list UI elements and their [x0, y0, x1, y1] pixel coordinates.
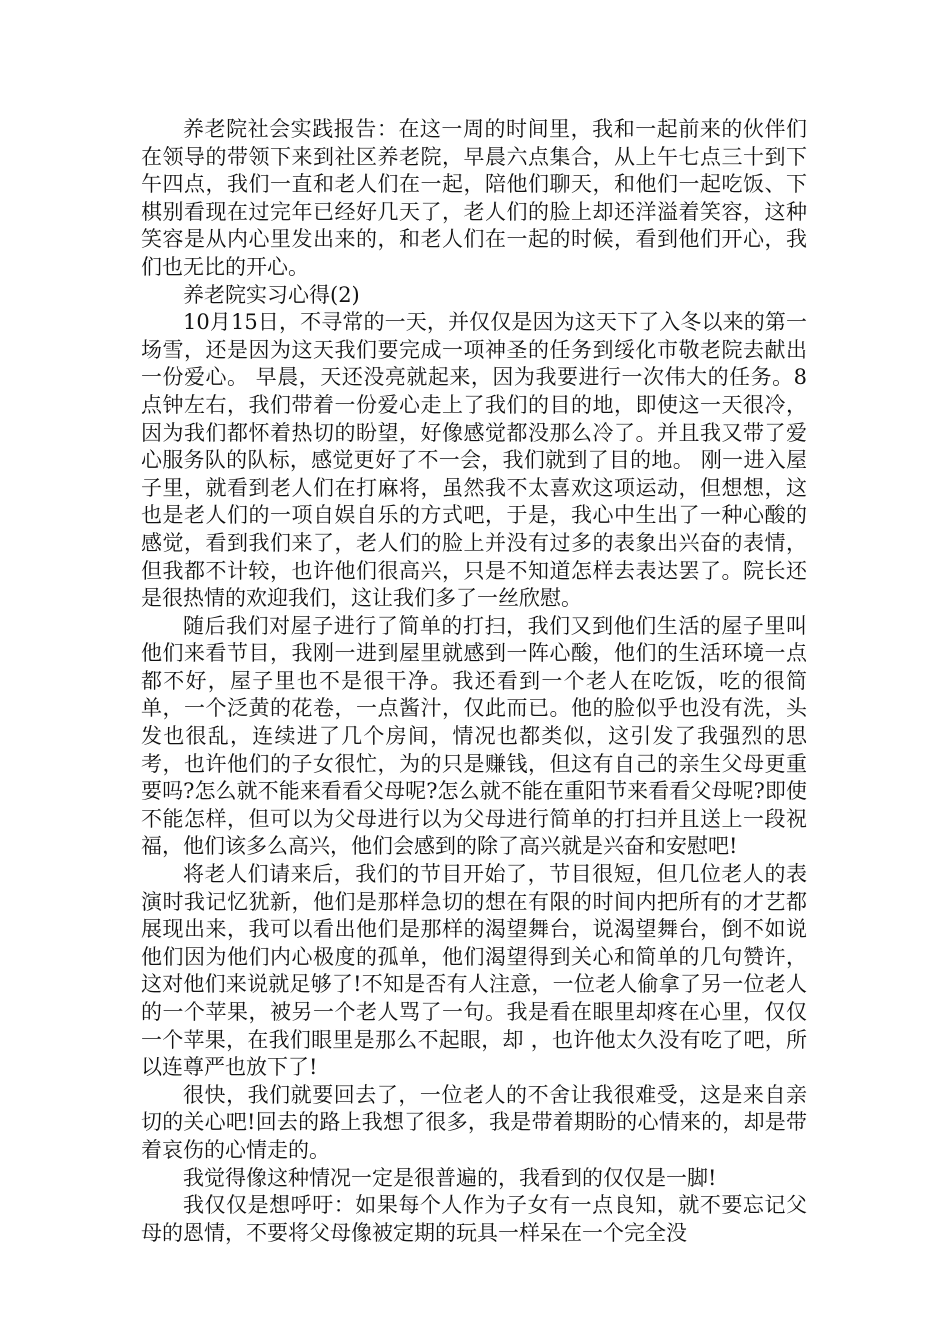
paragraph-social-practice-report: 养老院社会实践报告：在这一周的时间里，我和一起前来的伙伴们在领导的带领下来到社区养老院，早晨六点集合，从上午七点三十到下午四点，我们一直和老人们在一起，陪他们聊天，和他们一起吃饭、下棋别看现在过完年已经好几天了，老人们的脸上却还洋溢着笑容，这种笑容是从内心里发出来的，和老人们在一起的时候，看到他们开心，我们也无比的开心。 [141, 117, 807, 279]
document-page [141, 116, 807, 1247]
paragraph-common-situation: 我觉得像这种情况一定是很普遍的，我看到的仅仅是一脚! [183, 1165, 717, 1190]
section-heading-internship: 养老院实习心得(2) [183, 282, 360, 307]
paragraph-leaving: 很快，我们就要回去了，一位老人的不舍让我很难受，这是来自亲切的关心吧!回去的路上我想了很多，我是带着期盼的心情来的，却是带着哀伤的心情走的。 [141, 1082, 807, 1162]
paragraph-october-15: 10月15日，不寻常的一天，并仅仅是因为这天下了入冬以来的第一场雪，还是因为这天我们要完成一项神圣的任务到绥化市敬老院去献出一份爱心。 早晨，天还没亮就起来，因为我要进行一次伟大的任务。8点钟左右，我们带着一份爱心走上了我们的目的地，即使这一天很冷，因为我们都怀着热切的盼望，好像感觉都没那么冷了。并且我又带了爱心服务队的队标，感觉更好了不一会，我们就到了目的地。 刚一进入屋子里，就看到老人们在打麻将，虽然我不太喜欢这项运动，但想想，这也是老人们的一项自娱自乐的方式吧，于是，我心中生出了一种心酸的感觉，看到我们来了，老人们的脸上并没有过多的表象出兴奋的表情，但我都不计较，也许他们很高兴，只是不知道怎样去表达罢了。院长还是很热情的欢迎我们，这让我们多了一丝欣慰。 [141, 310, 807, 611]
paragraph-performance: 将老人们请来后，我们的节目开始了，节目很短，但几位老人的表演时我记忆犹新，他们是那样急切的想在有限的时间内把所有的才艺都展现出来，我可以看出他们是那样的渴望舞台，说渴望舞台，倒不如说他们因为他们内心极度的孤单，他们渴望得到关心和简单的几句赞许，这对他们来说就足够了!不知是否有人注意，一位老人偷拿了另一位老人的一个苹果，被另一个老人骂了一句。我是看在眼里却疼在心里，仅仅一个苹果，在我们眼里是那么不起眼，却 ，也许他太久没有吃了吧，所以连尊严也放下了! [141, 862, 807, 1080]
paragraph-appeal: 我仅仅是想呼吁：如果每个人作为子女有一点良知，就不要忘记父母的恩情，不要将父母像被定期的玩具一样呆在一个完全没 [141, 1193, 807, 1245]
paragraph-cleaning-rooms: 随后我们对屋子进行了简单的打扫，我们又到他们生活的屋子里叫他们来看节目，我刚一进到屋里就感到一阵心酸，他们的生活环境一点都不好，屋子里也不是很干净。我还看到一个老人在吃饭，吃的很简单，一个泛黄的花卷，一点酱汁，仅此而已。他的脸似乎也没有洗，头发也很乱，连续进了几个房间，情况也都类似，这引发了我强烈的思考，也许他们的子女很忙，为的只是赚钱，但这有自己的亲生父母更重要吗?怎么就不能来看看父母呢?怎么就不能在重阳节来看看父母呢?即使不能怎样，但可以为父母进行以为父母进行简单的打扫并且送上一段祝福，他们该多么高兴，他们会感到的除了高兴就是兴奋和安慰吧! [141, 613, 807, 859]
